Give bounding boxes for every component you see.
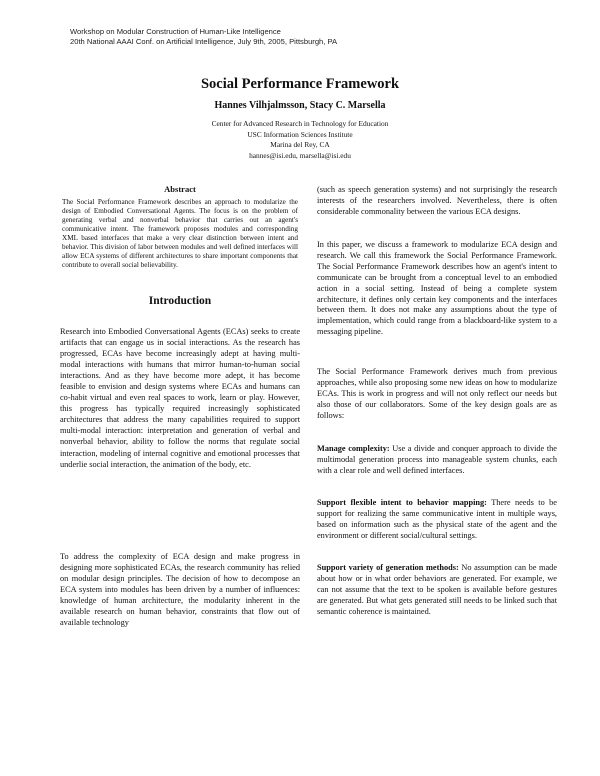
design-goal-2 — [317, 498, 557, 542]
intro-paragraph-2: To address the complexity of ECA design and make progress in designing more sophisticated ECAs, the research community has relied on modular design principles. The decision of how to decompose an ECA system into modules has been driven by a number of influences: knowledge of human architecture, the modularity inherent in the available research on human behavior, constraints that flow out of available technology — [60, 552, 300, 628]
abstract-text: The Social Performance Framework describes an approach to modularize the design of Embodied Conversational Agents. The focus is on the problem of generating verbal and nonverbal behavior that carries out an agent's communicative intent. The framework proposes modules and corresponding XML based interfaces that make a very clear distinction between intent and behavior. This division of labor between modules and well defined interfaces will allow ECA systems of different architectures to share important components that contribute to overall social believability. — [62, 198, 298, 269]
design-goal-1 — [317, 444, 557, 477]
design-goal-label: Support variety of generation methods: — [317, 563, 459, 572]
affiliation-emails: hannes@isi.edu, marsella@isi.edu — [249, 151, 351, 161]
header-line-1: Workshop on Modular Construction of Human-Like Intelligence — [70, 27, 281, 36]
intro-paragraph-4: The Social Performance Framework derives much from previous approaches, while also proposing some new ideas on how to modularize ECAs. This is work in progress and will not only reflect our needs but also those of our collaborators. Some of the key design goals are as follows: — [317, 367, 557, 420]
affiliation — [0, 119, 600, 162]
design-goal-text: There needs to be support for realizing the same communicative intent in multiple ways, based on information such as the physical state of the agent and the environment or different social/cultural settings. — [317, 498, 557, 540]
design-goal-text: No assumption can be made about how or in what order behaviors are generated. For example, we can not assume that the text to be spoken is available before gestures are generated. But what gets generated still needs to be linked such that semantic coherence is maintained. — [317, 563, 558, 616]
design-goal-3 — [317, 563, 557, 618]
authors: Hannes Vilhjalmsson, Stacy C. Marsella — [214, 100, 386, 111]
intro-paragraph-1: Research into Embodied Conversational Agents (ECAs) seeks to create artifacts that can engage us in social interactions. As the research has progressed, ECAs have become increasingly adept at having multi-modal interactions with humans that mirror human-to-human social interactions. And as they have become more adept, it has become feasible to envision and design systems where ECAs and humans can co-habit virtual and even real spaces to work, learn or play. However, this progress has typically required increasingly sophisticated architectures that address the many capabilities required to support multi-modal interaction: interpretation and generation of verbal and nonverbal behavior, ability to follow the norms that regulate social interaction, modeling of internal cognitive and emotional processes that underlie social interaction, the animation of the body, etc. — [60, 327, 300, 469]
affiliation-line: Center for Advanced Research in Technology for Education — [211, 119, 389, 128]
intro-paragraph-3: In this paper, we discuss a framework to modularize ECA design and research. We call this framework the Social Performance Framework. The Social Performance Framework describes how an agent's intent to communicate can be brought from a conceptual level to an embodied action in a social setting. Instead of being a complete system architecture, it defines only certain key components and the interfaces between them. It does not make any assumptions about the type of implementation, which could range from a blackboard-like system to a messaging pipeline. — [317, 240, 557, 337]
affiliation-line: Marina del Rey, CA — [270, 140, 330, 150]
design-goal-text: Use a divide and conquer approach to divide the multimodal generation process into manageable system chunks, each with a clear role and well defined interfaces. — [317, 444, 557, 475]
header-line-2: 20th National AAAI Conf. on Artificial Intelligence, July 9th, 2005, Pittsburgh, PA — [70, 36, 338, 46]
design-goal-label: Manage complexity: — [317, 444, 390, 453]
affiliation-line: USC Information Sciences Institute — [247, 129, 353, 139]
abstract-heading: Abstract — [164, 184, 196, 194]
intro-paragraph-2-continued: (such as speech generation systems) and not surprisingly the research interests of the researchers involved. Nevertheless, there is often considerable commonality between the various ECA designs. — [317, 185, 557, 216]
introduction-heading: Introduction — [148, 295, 212, 307]
design-goal-label: Support flexible intent to behavior mapping: — [317, 498, 487, 507]
paper-title: Social Performance Framework — [200, 76, 400, 92]
running-header — [70, 27, 337, 46]
